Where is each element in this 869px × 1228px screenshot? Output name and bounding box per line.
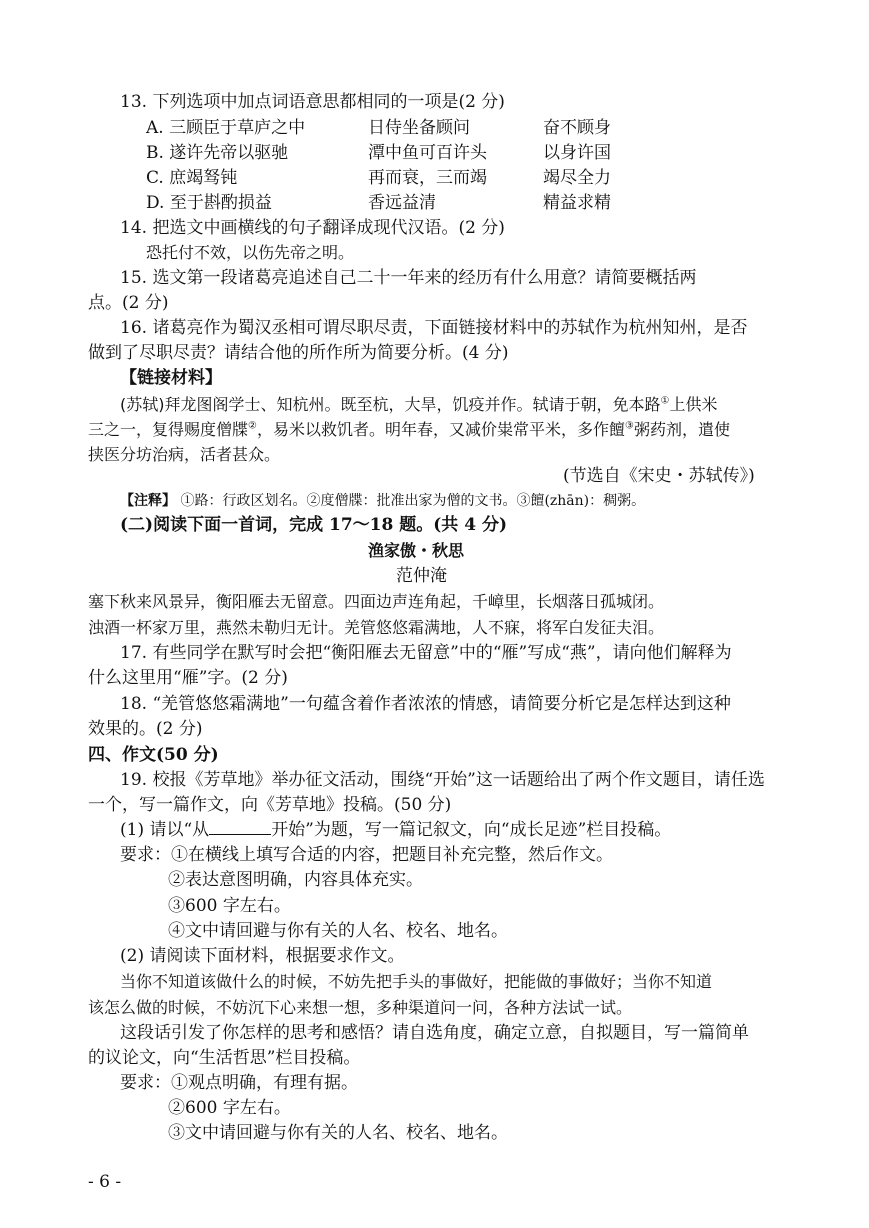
q19-r2: ②600 字左右。 [168,1098,291,1118]
q19-material2: 该怎么做的时候，不妨沉下心来想一想，多种渠道问一问，各种方法试一试。 [88,998,633,1017]
q15-line1: 15. 选文第一段诸葛亮追述自己二十一年来的经历有什么用意？请简要概括两 [120,268,697,288]
q18-line2: 效果的。(2 分) [88,719,203,739]
q13-b-col3: 以身许国 [543,143,611,163]
material-line2: 三之一，复得赐度僧牒②，易米以救饥者。明年春，又减价粜常平米，多作饘③粥药剂，遣使 [88,420,730,439]
q14-quote: 恐托付不效，以伤先帝之明。 [146,243,355,262]
q13-b-col1: B. 遂许先帝以驱驰 [146,143,289,163]
poem-author: 范仲淹 [396,566,447,586]
q13-c-col1: C. 庶竭驽钝 [146,168,238,188]
q19-r3: ③文中请回避与你有关的人名、校名、地名。 [168,1123,508,1143]
q13-a-col3: 奋不顾身 [543,118,611,138]
page-number: - 6 - [88,1172,122,1192]
q19-material1: 当你不知道该做什么的时候，不妨先把手头的事做好，把能做的事做好；当你不知道 [120,972,713,991]
q13-d-col1: D. 至于斟酌损益 [146,193,272,213]
q19-prompt2: (2) 请阅读下面材料，根据要求作文。 [120,946,405,966]
q19-ask2: 的议论文，向“生活哲思”栏目投稿。 [88,1048,361,1068]
q19-req2: ②表达意图明确，内容具体充实。 [168,870,423,890]
q13-b-col2: 潭中鱼可百许头 [368,143,487,163]
q16-line1: 16. 诸葛亮作为蜀汉丞相可谓尽职尽责，下面链接材料中的苏轼作为杭州知州，是否 [120,318,748,338]
q19-req1: 要求：①在横线上填写合适的内容，把题目补充完整，然后作文。 [120,845,613,865]
annotation [120,489,645,513]
annotation-label: 【注释】 [120,493,176,509]
material-line3: 挟医分坊治病，活者甚众。 [88,445,281,464]
q13-d-col3: 精益求精 [543,193,611,213]
q19-line2: 一个，写一篇作文，向《芳草地》投稿。(50 分) [88,795,452,815]
q19-r1: 要求：①观点明确，有理有据。 [120,1073,358,1093]
q19-ask1: 这段话引发了你怎样的思考和感悟？请自选角度，确定立意，自拟题目，写一篇简单 [120,1023,749,1043]
q19-req3: ③600 字左右。 [168,896,291,916]
poem-title: 渔家傲・秋思 [368,541,465,560]
q13-a-col2: 日侍坐备顾问 [368,118,470,138]
q13-c-col2: 再而衰，三而竭 [368,168,487,188]
q17-line1: 17. 有些同学在默写时会把“衡阳雁去无留意”中的“雁”写成“燕”，请向他们解释为 [120,643,732,663]
q17-line2: 什么这里用“雁”字。(2 分) [88,668,288,688]
poem-line1: 塞下秋来风景异，衡阳雁去无留意。四面边声连角起，千嶂里，长烟落日孤城闭。 [88,592,665,611]
q13-c-col3: 竭尽全力 [543,168,611,188]
section-4-title: 四、作文(50 分) [88,745,219,765]
q15-line2: 点。(2 分) [88,293,169,313]
title-blank [209,820,271,835]
q16-line2: 做到了尽职尽责？请结合他的所作所为简要分析。(4 分) [88,343,509,363]
q18-line1: 18. “羌管悠悠霜满地”一句蕴含着作者浓浓的情感，请简要分析它是怎样达到这种 [120,694,731,714]
material-source: (节选自《宋史・苏轼传》) [563,466,755,486]
q14-stem: 14. 把选文中画横线的句子翻译成现代汉语。(2 分) [120,218,505,238]
section-2-title: (二)阅读下面一首词，完成 17～18 题。(共 4 分) [120,515,507,535]
annotation-text: ①路：行政区划名。②度僧牒：批准出家为僧的文书。③饘(zhān)：稠粥。 [180,493,646,509]
q13-stem: 13. 下列选项中加点词语意思都相同的一项是(2 分) [120,92,505,112]
q19-line1: 19. 校报《芳草地》举办征文活动，围绕“开始”这一话题给出了两个作文题目，请任选 [120,770,765,790]
poem-line2: 浊酒一杯家万里，燕然未勒归无计。羌管悠悠霜满地，人不寐，将军白发征夫泪。 [88,618,665,637]
q13-a-col1: A. 三顾臣于草庐之中 [146,118,306,138]
link-material-label: 【链接材料】 [120,368,222,388]
q19-prompt1: (1) 请以“从 开始”为题，写一篇记叙文，向“成长足迹”栏目投稿。 [120,820,672,840]
q13-d-col2: 香远益清 [368,193,436,213]
material-line1: (苏轼)拜龙图阁学士、知杭州。既至杭，大旱，饥疫并作。轼请于朝，免本路①上供米 [120,395,718,414]
q19-req4: ④文中请回避与你有关的人名、校名、地名。 [168,921,508,941]
